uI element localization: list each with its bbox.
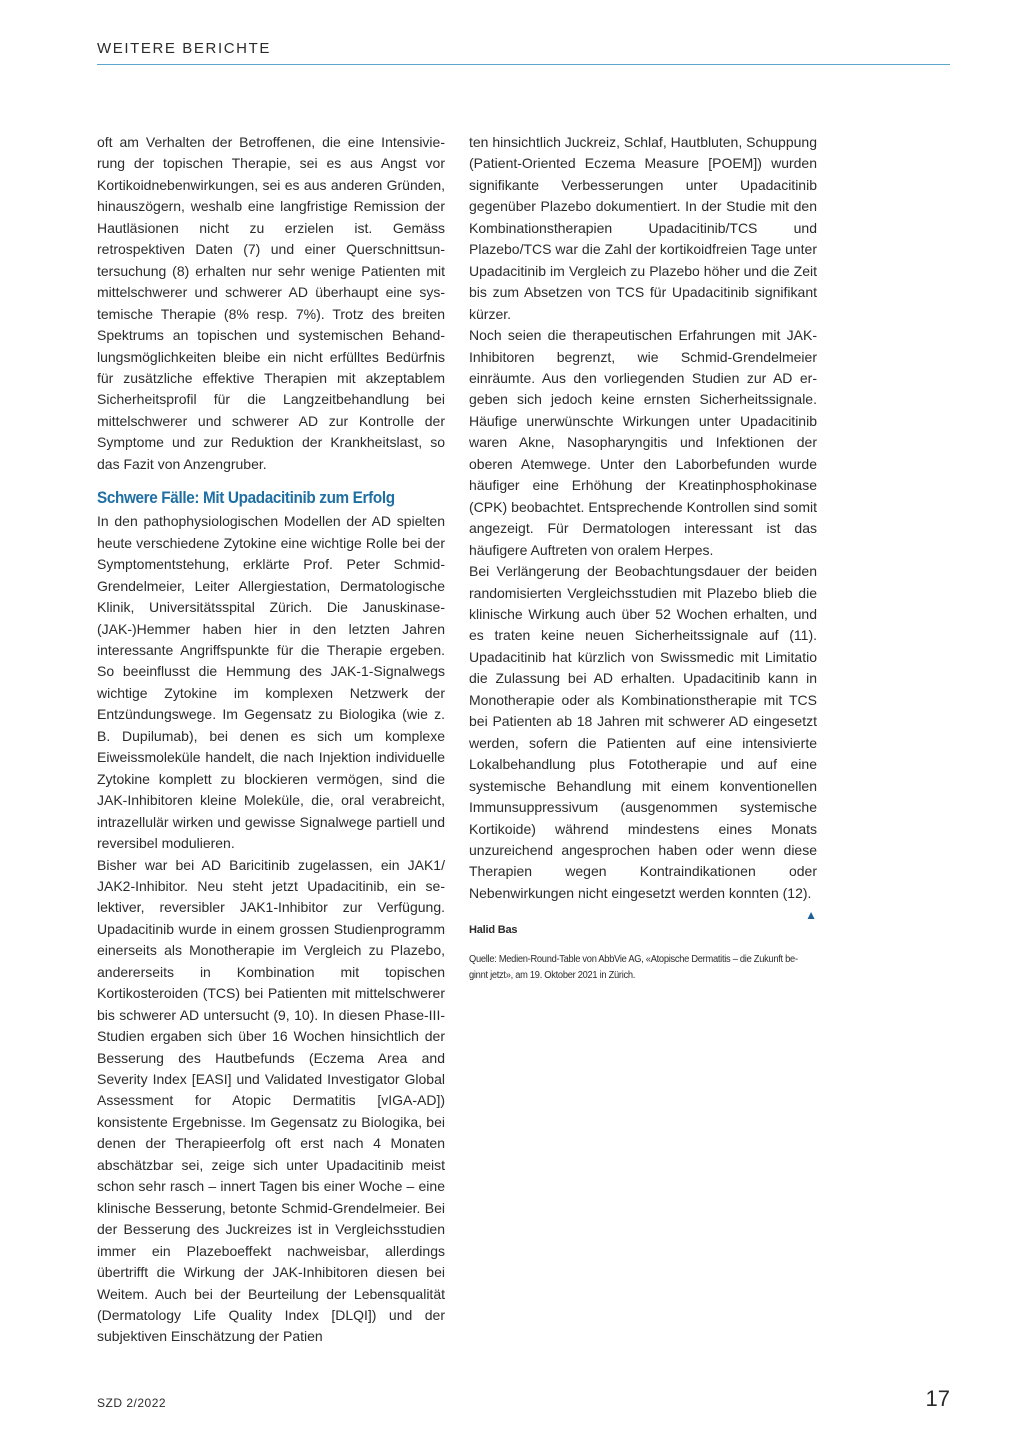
body-paragraph: Bisher war bei AD Baricitinib zugelassen, ein JAK1/ JAK2-Inhibitor. Neu steht jetzt Upadacitinib, ein selektiver, reversibler JAK1-Inhibitor zur Verfügung. Upadacitinib wurde in einem grossen Studienprogramm einerseits als Monotherapie im Vergleich zu Plazebo, andererseits in Kombination mit topischen Kortikosteroiden (TCS) bei Patienten mit mittelschwerer bis schwerer AD untersucht (9, 10). In diesen Phase-III-Studien ergaben sich über 16 Wochen hinsichtlich der Besserung des Hautbefunds (Eczema Area and Severity Index [EASI] und Validated Investigator Global Assessment for Atopic Dermatitis [vIGA-AD]) konsistente Ergebnisse. Im Gegensatz zu Biologika, bei denen der Therapieerfolg oft erst nach 4 Monaten abschätzbar sei, zeige sich unter Upadacitinib meist schon sehr rasch – innert Tagen bis einer Woche – eine klinische Besserung, betonte Schmid-Grendelmeier. Bei der Besserung des Juckreizes ist in Vergleichsstudien immer ein Plazeboeffekt nachweisbar, allerdings übertrifft die Wirkung der JAK-Inhibitoren diesen bei Weitem. Auch bei der Beurteilung der Lebensqualität (Dermatology Life Quality Index [DLQI]) und der subjektiven Einschätzung der Patien [97,856,445,1345]
source-note: Quelle: Medien-Round-Table von AbbVie AG, «Atopische Dermatitis – die Zukunft beginnt jetzt», am 19. Oktober 2021 in Zürich. [469,954,799,982]
end-of-article-icon: ▲ [805,908,817,923]
body-paragraph: In den pathophysiologischen Modellen der AD spielten heute verschiedene Zytokine eine wichtige Rolle bei der Symptomentstehung, erklärte Prof. Peter Schmid-Grendelmeier, Leiter Allergiestation, Dermatologische Klinik, Universitätsspital Zürich. Die Januskinase-(JAK-)Hemmer haben hier in den letzten Jahren interessante Angriffspunkte für die Therapie ergeben. So beeinflusst die Hemmung des JAK-1-Signalwegs wichtige Zytokine im komplexen Netzwerk der Entzündungswege. Im Gegensatz zu Biologika (wie z. B. Dupilumab), bei denen es sich um komplexe Eiweissmoleküle handelt, die nach Injektion individuelle Zytokine komplett zu blockieren vermögen, sind die JAK-Inhibitoren kleine Moleküle, die, oral verabreicht, intrazellulär wirken und gewisse Signalwege partiell und reversibel modulieren. [97,513,445,852]
left-column [97,132,445,1348]
author-name: Halid Bas [469,924,518,937]
body-paragraph: oft am Verhalten der Betroffenen, die eine Intensivierung der topischen Therapie, sei es aus Angst vor Kortikoidnebenwirkungen, sei es aus anderen Gründen, hinauszögern, weshalb eine langfristige Remission der Hautläsionen nicht zu erzielen ist. Gemäss retrospektiven Daten (7) und einer Querschnittsuntersuchung (8) erhalten nur sehr wenige Patienten mit mittelschwerer und schwerer AD überhaupt eine systemische Therapie (8% resp. 7%). Trotz des breiten Spektrums an topischen und systemischen Behandlungsmöglichkeiten bleibe ein nicht erfülltes Bedürfnis für zusätzliche effektive Therapien mit akzeptablem Sicherheitsprofil für die Langzeitbehandlung bei mittelschwerer und schwerer AD zur Kontrolle der Symptome und zur Reduktion der Krankheitslast, so das Fazit von Anzengruber. [97,134,445,472]
journal-issue: SZD 2/2022 [97,1396,167,1410]
section-heading: Schwere Fälle: Mit Upadacitinib zum Erfolg [97,488,395,508]
page-number: 17 [925,1386,950,1411]
header-divider [97,64,950,65]
body-paragraph: Noch seien die therapeutischen Erfahrungen mit JAK-Inhibitoren begrenzt, wie Schmid-Grendelmeier einräumte. Aus den vorliegenden Studien zur AD ergeben sich jedoch keine ernsten Sicherheitssignale. Häufige unerwünschte Wirkungen unter Upadacitinib waren Akne, Nasopharyngitis und Infektionen der oberen Atemwege. Unter den Laborbefunden wurde häufiger eine Erhöhung der Kreatinphosphokinase (CPK) beobachtet. Entsprechende Kontrollen sind somit angezeigt. Für Dermatologen interessant ist das häufigere Auftreten von oralem Herpes. [469,327,817,558]
body-paragraph-text: Bei Verlängerung der Beobachtungsdauer der beiden randomisierten Vergleichsstudien mit Plazebo blieb die klinische Wirkung auch über 52 Wochen erhalten, und es traten keine neuen Sicherheitssignale auf (11). Upadacitinib hat kürzlich von Swissmedic mit Limitatio die Zulassung bei AD erhalten. Upadacitinib kann in Monotherapie oder als Kombinationstherapie mit TCS bei Patienten ab 18 Jahren mit schwerer AD eingesetzt werden, sofern die Patienten auf eine intensivierte Lokalbehandlung plus Fototherapie und auf eine systemische Behandlung mit einem konventionellen Immunsuppressivum (ausgenommen systemische Kortikoide) während mindestens eines Monats unzureichend angesprochen haben oder wenn diese Therapien wegen Kontraindikationen oder Nebenwirkungen nicht eingesetzt werden konnten (12). [469,563,817,901]
body-paragraph: ten hinsichtlich Juckreiz, Schlaf, Hautbluten, Schuppung (Patient-Oriented Eczema Measure [POEM]) wurden signifikante Verbesserungen unter Upadacitinib gegenüber Plazebo dokumentiert. In der Studie mit den Kombinationstherapien Upadacitinib/TCS und Plazebo/TCS war die Zahl der kortikoidfreien Tage unter Upadacitinib im Vergleich zu Plazebo höher und die Zeit bis zum Absetzen von TCS für Upadacitinib signifikant kürzer. [469,134,817,322]
section-title: WEITERE BERICHTE [97,40,271,57]
right-column [469,132,817,984]
body-paragraph [469,561,817,923]
